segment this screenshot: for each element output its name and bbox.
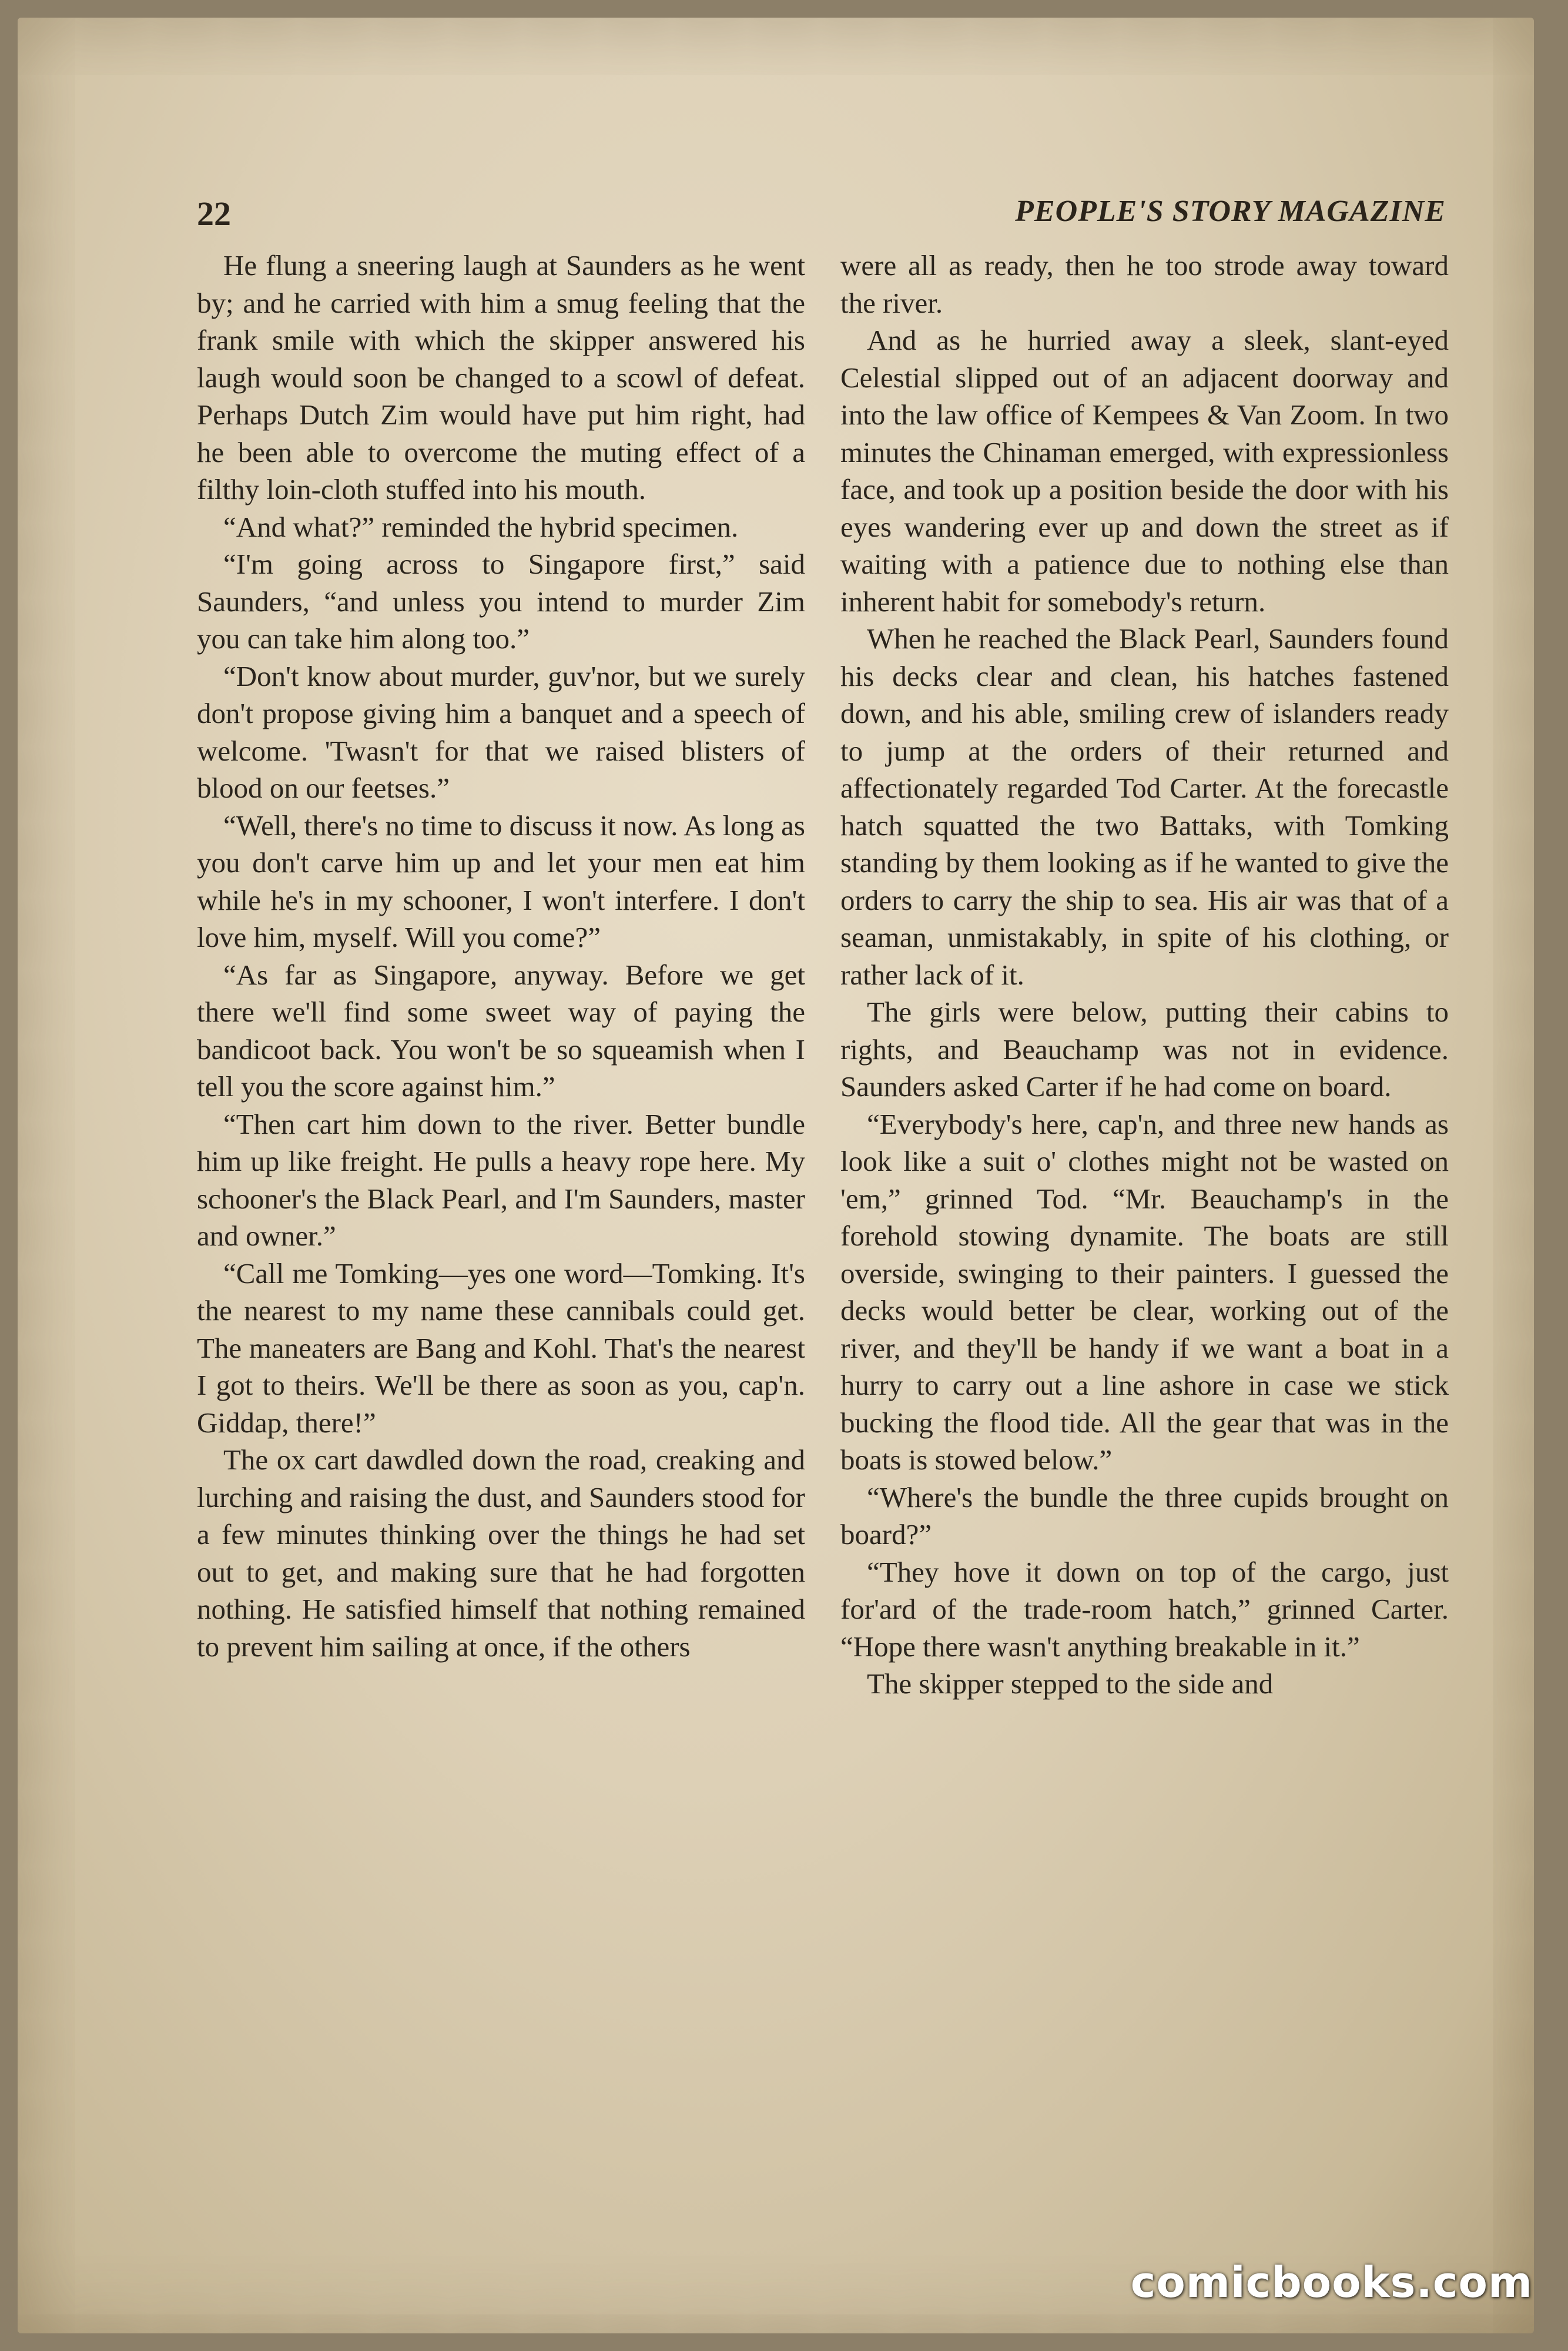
paragraph-continued: were all as ready, then he too strode away toward the river. [840, 249, 1449, 319]
paragraph: “Don't know about murder, guv'nor, but we surely don't propose giving him a banquet and a speech of welcome. 'Twasn't for that we raised blisters of blood on our feetses.” [197, 659, 805, 804]
paragraph: “Then cart him down to the river. Better bundle him up like freight. He pulls a heavy rope here. My schooner's the Black Pearl, and I'm Saunders, master and owner.” [197, 1107, 805, 1252]
paragraph: “Well, there's no time to discuss it now. As long as you don't carve him up and let your men eat him while he's in my schooner, I won't interfere. I don't love him, myself. Will you come?” [197, 809, 805, 953]
paragraph: “Call me Tomking—yes one word—Tomking. It's the nearest to my name these cannibals could get. The maneaters are Bang and Kohl. That's the nearest I got to theirs. We'll be there as soon as you, cap'n. Giddap, there!” [197, 1257, 805, 1439]
paragraph: The skipper stepped to the side and [867, 1667, 1274, 1700]
left-text-column [197, 247, 805, 1665]
paragraph: “I'm going across to Singapore first,” said Saunders, “and unless you intend to murder Zim you can take him along too.” [197, 548, 805, 655]
paragraph: The girls were below, putting their cabins to rights, and Beauchamp was not in evidence. Saunders asked Carter if he had come on board. [840, 996, 1449, 1103]
magazine-page [18, 18, 1534, 2333]
running-head: PEOPLE'S STORY MAGAZINE [1015, 195, 1446, 228]
paragraph: When he reached the Black Pearl, Saunders found his decks clear and clean, his hatches fastened down, and his able, smiling crew of islanders ready to jump at the orders of their returned and affectionately regarded Tod Carter. At the forecastle hatch squatted the two Battaks, with Tomking standing by them looking as if he wanted to give the orders to carry the ship to sea. His air was that of a seaman, unmistakably, in spite of his clothing, or rather lack of it. [840, 622, 1449, 991]
site-watermark: comicbooks.com [1130, 2258, 1533, 2307]
paragraph: “Where's the bundle the three cupids brought on board?” [840, 1481, 1449, 1550]
paragraph: The ox cart dawdled down the road, creaking and lurching and raising the dust, and Saunders stood for a few minutes thinking over the things he had set out to get, and making sure that he had forgotten nothing. He satisfied himself that nothing remained to prevent him sailing at once, if the others [197, 1444, 805, 1663]
paragraph: “They hove it down on top of the cargo, just for'ard of the trade-room hatch,” grinned Carter. “Hope there wasn't anything breakable in it.” [840, 1555, 1449, 1663]
paragraph: “Everybody's here, cap'n, and three new hands as look like a suit o' clothes might not be wasted on 'em,” grinned Tod. “Mr. Beauchamp's in the forehold stowing dynamite. The boats are still overside, swinging to their painters. I guessed the decks would better be clear, working out of the river, and they'll be handy if we want a boat in a hurry to carry out a line ashore in case we stick bucking the flood tide. All the gear that was in the boats is stowed below.” [840, 1107, 1449, 1476]
paragraph: And as he hurried away a sleek, slant-eyed Celestial slipped out of an adjacent doorway and into the law office of Kempees & Van Zoom. In two minutes the Chinaman emerged, with expressionless face, and took up a position beside the door with his eyes wandering ever up and down the street as if waiting with a patience due to nothing else than inherent habit for somebody's return. [840, 324, 1449, 618]
paragraph: “As far as Singapore, anyway. Before we get there we'll find some sweet way of paying the bandicoot back. You won't be so squeamish when I tell you the score against him.” [197, 958, 805, 1103]
paragraph: “And what?” reminded the hybrid specimen. [223, 510, 739, 543]
page-number: 22 [197, 195, 231, 233]
paragraph: He flung a sneering laugh at Saunders as he went by; and he carried with him a smug feeling that the frank smile with which the skipper answered his laugh would soon be changed to a scowl of defeat. Perhaps Dutch Zim would have put him right, had he been able to overcome the muting effect of a filthy loin-cloth stuffed into his mouth. [197, 249, 805, 505]
right-text-column [840, 247, 1449, 1703]
